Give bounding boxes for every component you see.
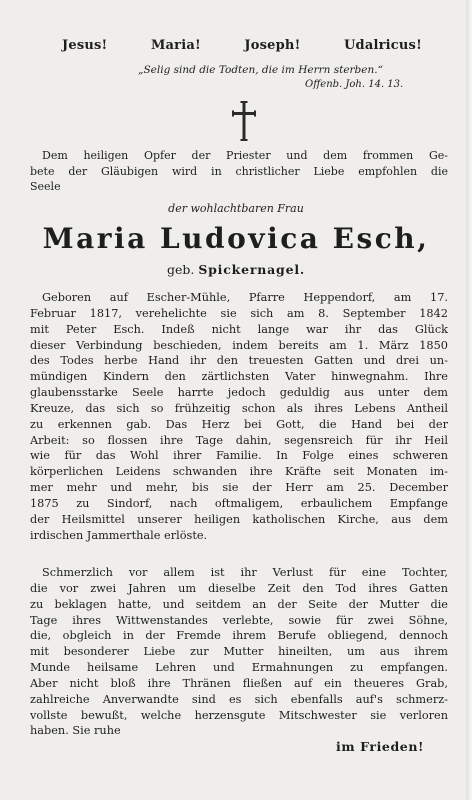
invocation-joseph: Joseph! <box>244 38 301 53</box>
mourning-line: zahlreiche Anverwandte sind es sich ebenfalls auf's schmerz- <box>30 692 448 706</box>
biography-paragraph <box>30 290 448 544</box>
intro-line: bete der Gläubigen wird in christlicher Liebe empfohlen die <box>30 164 448 178</box>
mourning-line: Tage ihres Wittwenstandes verlebte, sowie für zwei Söhne, <box>30 613 448 627</box>
mourning-line: vollste bewußt, welche herzensgute Mitschwester sie verloren <box>30 708 448 722</box>
mourning-line: die, obgleich in der Fremde ihrem Berufe obliegend, dennoch <box>30 629 448 643</box>
biography-line: mer mehr und mehr, bis sie der Herr am 25. December <box>30 481 448 495</box>
invocation-names <box>62 38 422 53</box>
birth-name-prefix: geb. <box>166 262 195 277</box>
biography-line: dieser Verbindung beschieden, indem bereits am 1. März 1850 <box>30 338 448 352</box>
biography-line: der Heilsmittel unserer heiligen katholischen Kirche, aus dem <box>30 512 448 526</box>
biography-line: des Todes herbe Hand ihr den treuesten Gatten und drei un- <box>30 354 448 368</box>
biography-line: mündigen Kindern den zärtlichsten Vater hinwegnahm. Ihre <box>30 370 448 384</box>
biography-line: Geboren auf Escher-Mühle, Pfarre Heppendorf, am 17. <box>42 291 448 304</box>
biography-line: 1875 zu Sindorf, nach oftmaligem, erbaulichem Empfange <box>30 496 448 510</box>
biography-line: zu erkennen gab. Das Herz bei Gott, die Hand bei der <box>30 417 448 431</box>
closing-phrase: im Frieden! <box>336 739 425 754</box>
birth-name <box>0 262 472 277</box>
biography-line: Kreuze, das sich so frühzeitig schon als ihres Lebens Antheil <box>30 401 448 415</box>
biography-line: Arbeit: so flossen ihre Tage dahin, segensreich für ihr Heil <box>30 433 448 447</box>
mourning-line: zu beklagen hatte, und seitdem an der Seite der Mutter die <box>30 597 448 611</box>
invocation-maria: Maria! <box>150 38 201 53</box>
intro-line: Dem heiligen Opfer der Priester und dem frommen Ge- <box>42 149 448 162</box>
intro-line: Seele <box>30 180 61 193</box>
biography-line: körperlichen Leidens schwanden ihre Kräfte seit Monaten im- <box>30 465 448 479</box>
biography-line: glaubensstarke Seele harrte jedoch geduldig aus unter dem <box>30 386 448 400</box>
mourning-paragraph <box>30 565 448 739</box>
card-edge-shadow <box>466 0 472 800</box>
intro-paragraph <box>30 148 448 195</box>
cross-icon <box>230 100 258 142</box>
biography-line: wie für das Wohl ihrer Familie. In Folge eines schweren <box>30 449 448 463</box>
scripture-quote: „Selig sind die Todten, die im Herrn sterben.“ <box>138 64 383 76</box>
honorific-line: der wohlachtbaren Frau <box>168 202 304 215</box>
mourning-line: Aber nicht bloß ihre Thränen fließen auf ein theueres Grab, <box>30 676 448 690</box>
mourning-line: die vor zwei Jahren um dieselbe Zeit den Tod ihres Gatten <box>30 581 448 595</box>
invocation-udalricus: Udalricus! <box>344 38 422 53</box>
scripture-reference: Offenb. Joh. 14. 13. <box>305 79 404 90</box>
birth-surname: Spickernagel. <box>198 262 306 277</box>
biography-line: irdischen Jammerthale erlöste. <box>30 528 208 542</box>
invocation-jesus: Jesus! <box>62 38 108 53</box>
deceased-name: Maria Ludovica Esch, <box>42 222 430 255</box>
biography-line: Februar 1817, verehelichte sie sich am 8. September 1842 <box>30 306 448 320</box>
mourning-line: Munde heilsame Lehren und Ermahnungen zu empfangen. <box>30 661 448 675</box>
mourning-line: mit besonderer Liebe zur Mutter hineilten, um aus ihrem <box>30 645 448 659</box>
mourning-line: Schmerzlich vor allem ist ihr Verlust für eine Tochter, <box>42 566 448 579</box>
biography-line: mit Peter Esch. Indeß nicht lange war ihr das Glück <box>30 322 448 336</box>
mourning-line: haben. Sie ruhe <box>30 724 121 738</box>
